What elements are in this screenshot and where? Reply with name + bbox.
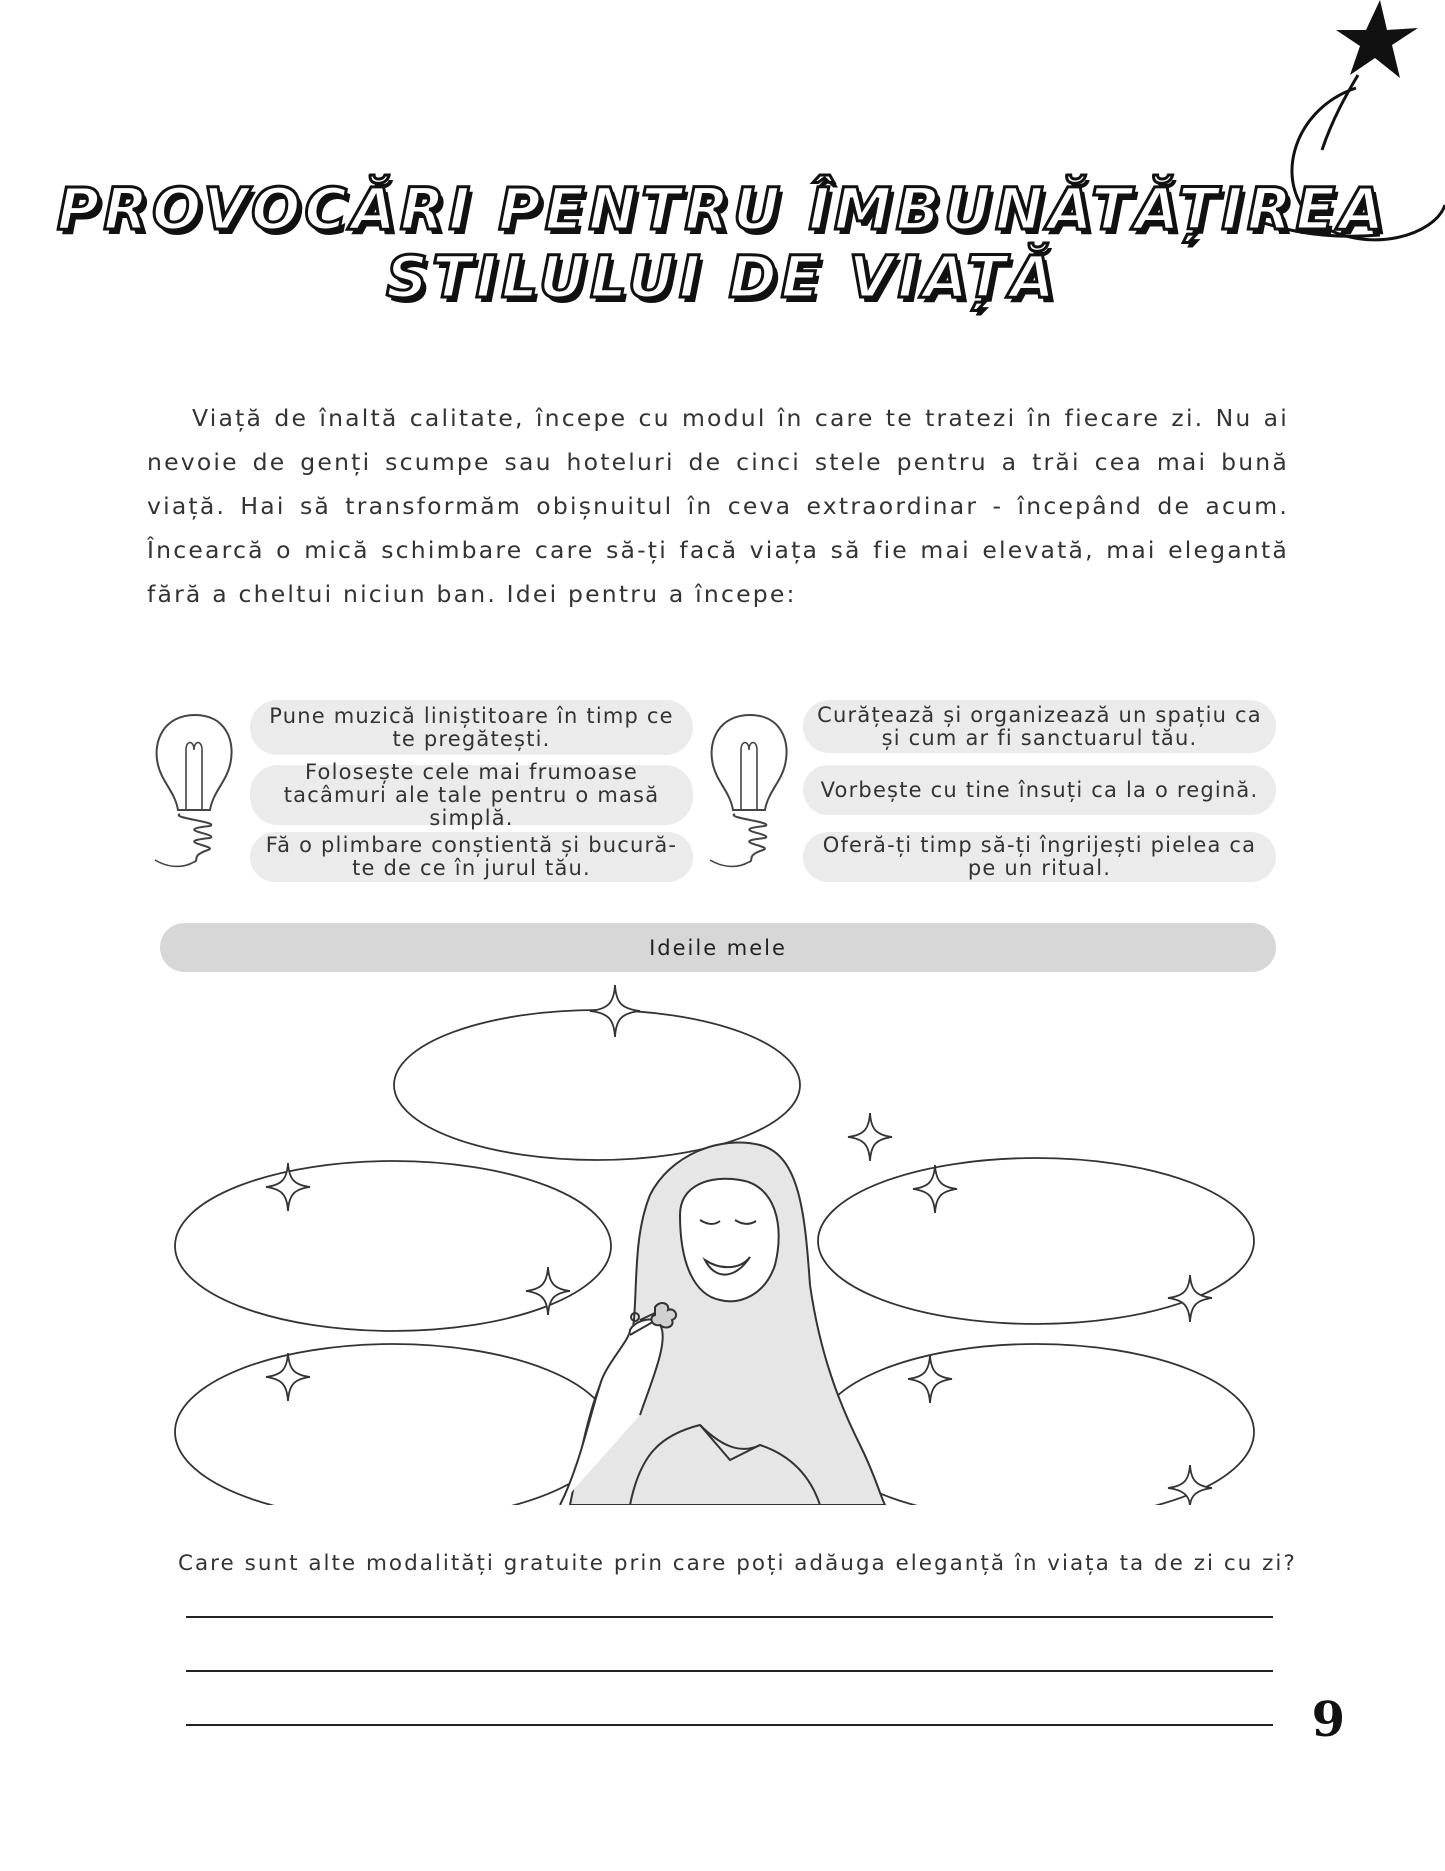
idea-pill: Pune muzică liniștitoare în timp ce te pregătești.: [250, 700, 693, 755]
my-ideas-header: Ideile mele: [160, 923, 1276, 972]
page-title-line-1: PROVOCĂRI PENTRU ÎMBUNĂTĂȚIREA: [56, 175, 1389, 243]
answer-line-1[interactable]: [186, 1616, 1273, 1618]
idea-pill: Oferă-ți timp să-ți îngrijești pielea ca pe un ritual.: [803, 832, 1276, 882]
intro-paragraph: Viață de înaltă calitate, începe cu modul în care te tratezi în fiecare zi. Nu ai nevoie de genți scumpe sau hoteluri de cinci stele pentru a trăi cea mai bună viață. Hai să transformăm obișnuitul în ceva extraordinar - începând de acum. Încearcă o mică schimbare care să-ți facă viața să fie mai elevată, mai elegantă fără a cheltui niciun ban. Idei pentru a începe:: [147, 404, 1289, 608]
reflection-question: Care sunt alte modalități gratuite prin care poți adăuga eleganță în viața ta de zi cu zi?: [178, 1551, 1297, 1576]
page-number: 9: [1311, 1692, 1345, 1748]
woman-illustration: [560, 1142, 885, 1505]
light-bulb-icon: [705, 710, 795, 880]
idea-pill: Vorbește cu tine însuți ca la o regină.: [803, 765, 1276, 815]
light-bulb-icon: [150, 710, 240, 880]
idea-pill: Curățează și organizează un spațiu ca și cum ar fi sanctuarul tău.: [803, 700, 1276, 753]
page-title-line-2: STILULUI DE VIAȚĂ: [386, 243, 1059, 311]
idea-bubble-top: [394, 1010, 800, 1160]
idea-bubble-left-2: [175, 1344, 611, 1505]
ideas-diagram: [160, 985, 1270, 1505]
answer-line-2[interactable]: [186, 1670, 1273, 1672]
sparkle-icon: [848, 1113, 892, 1161]
idea-pill: Folosește cele mai frumoase tacâmuri ale tale pentru o masă simplă.: [250, 765, 693, 825]
idea-bubble-left-1: [175, 1161, 611, 1331]
answer-line-3[interactable]: [186, 1724, 1273, 1726]
idea-pill: Fă o plimbare conștientă și bucură-te de ce în jurul tău.: [250, 832, 693, 882]
